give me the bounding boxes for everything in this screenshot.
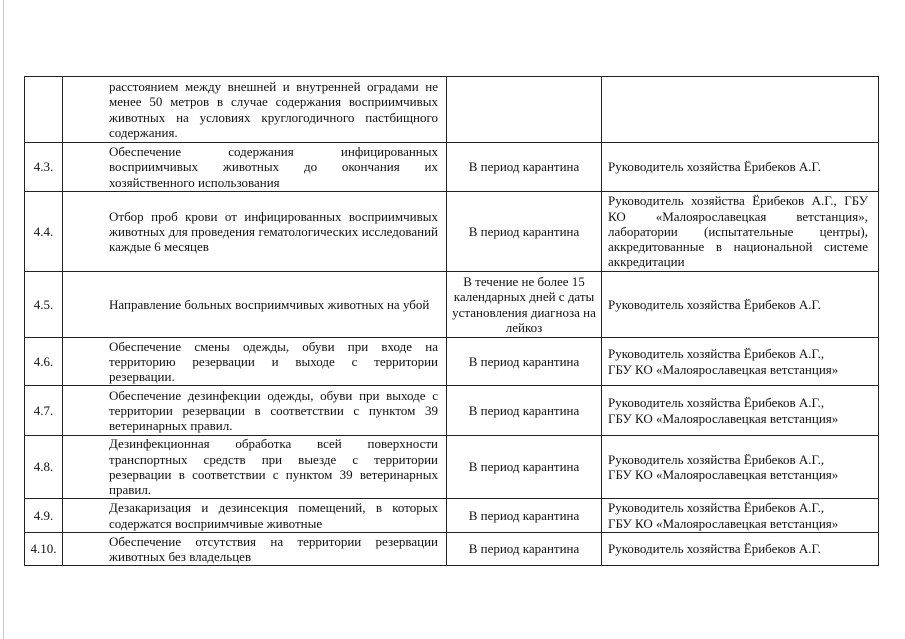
row-responsible [602, 436, 879, 499]
row-responsible [602, 143, 879, 192]
table-row [25, 272, 879, 338]
row-term: В период карантина [447, 143, 602, 192]
responsible-line: Руководитель хозяйства Ёрибеков А.Г. [608, 541, 821, 557]
measures-table-body [25, 77, 879, 566]
responsible-line: ГБУ КО «Малоярославецкая ветстанция» [608, 515, 839, 531]
row-measure: Направление больных восприимчивых животных на убой [63, 272, 447, 338]
page-edge-line [3, 0, 4, 639]
table-row [25, 499, 879, 533]
responsible-line: Руководитель хозяйства Ёрибеков А.Г., [608, 451, 825, 467]
responsible-line: ГБУ КО «Малоярославецкая ветстанция» [608, 361, 839, 377]
table-row [25, 338, 879, 386]
row-responsible [602, 338, 879, 386]
row-measure: Дезинфекционная обработка всей поверхности транспортных средств при выезде с территории резервации в соответствии с пунктом 39 ветеринарных правил. [63, 436, 447, 499]
row-number: 4.4. [25, 192, 63, 272]
table-row [25, 436, 879, 499]
row-term: В период карантина [447, 386, 602, 436]
row-term: В период карантина [447, 533, 602, 566]
responsible-line: Руководитель хозяйства Ёрибеков А.Г. [608, 296, 821, 312]
responsible-line: Руководитель хозяйства Ёрибеков А.Г., [608, 346, 825, 362]
responsible-line: ГБУ КО «Малоярославецкая ветстанция» [608, 410, 839, 426]
row-responsible [602, 77, 879, 143]
row-measure: Обеспечение смены одежды, обуви при входе на территорию резервации и выходе с территории резервации. [63, 338, 447, 386]
row-term: В период карантина [447, 338, 602, 386]
responsible-line: Руководитель хозяйства Ёрибеков А.Г., ГБУ КО «Малоярославецкая ветстанция», лаборатории (испытательные центры), аккредитованные в национальной системе аккредитации [608, 193, 868, 270]
row-responsible [602, 386, 879, 436]
table-row [25, 143, 879, 192]
responsible-line: Руководитель хозяйства Ёрибеков А.Г., [608, 500, 825, 516]
row-number [25, 77, 63, 143]
row-number: 4.9. [25, 499, 63, 533]
table-row [25, 192, 879, 272]
row-responsible [602, 272, 879, 338]
row-number: 4.8. [25, 436, 63, 499]
row-term: В течение не более 15 календарных дней с даты установления диагноза на лейкоз [447, 272, 602, 338]
row-responsible [602, 533, 879, 566]
row-measure: расстоянием между внешней и внутренней оградами не менее 50 метров в случае содержания восприимчивых животных на условиях круглогодичного пастбищного содержания. [63, 77, 447, 143]
responsible-line: ГБУ КО «Малоярославецкая ветстанция» [608, 467, 839, 482]
row-measure: Отбор проб крови от инфицированных восприимчивых животных для проведения гематологических исследований каждые 6 месяцев [63, 192, 447, 272]
row-measure: Дезакаризация и дезинсекция помещений, в которых содержатся восприимчивые животные [63, 499, 447, 533]
row-number: 4.7. [25, 386, 63, 436]
row-number: 4.6. [25, 338, 63, 386]
responsible-line: Руководитель хозяйства Ёрибеков А.Г., [608, 395, 825, 411]
row-term: В период карантина [447, 499, 602, 533]
row-number: 4.10. [25, 533, 63, 566]
row-term [447, 77, 602, 143]
measures-table [24, 76, 879, 566]
row-measure: Обеспечение отсутствия на территории резервации животных без владельцев [63, 533, 447, 566]
table-row [25, 386, 879, 436]
row-term: В период карантина [447, 192, 602, 272]
row-responsible [602, 499, 879, 533]
row-measure: Обеспечение содержания инфицированных восприимчивых животных до окончания их хозяйственного использования [63, 143, 447, 192]
responsible-line: Руководитель хозяйства Ёрибеков А.Г. [608, 159, 821, 175]
row-responsible [602, 192, 879, 272]
row-number: 4.5. [25, 272, 63, 338]
row-term: В период карантина [447, 436, 602, 499]
row-number: 4.3. [25, 143, 63, 192]
row-measure: Обеспечение дезинфекции одежды, обуви при выходе с территории резервации в соответствии с пунктом 39 ветеринарных правил. [63, 386, 447, 436]
table-row [25, 533, 879, 566]
table-row [25, 77, 879, 143]
